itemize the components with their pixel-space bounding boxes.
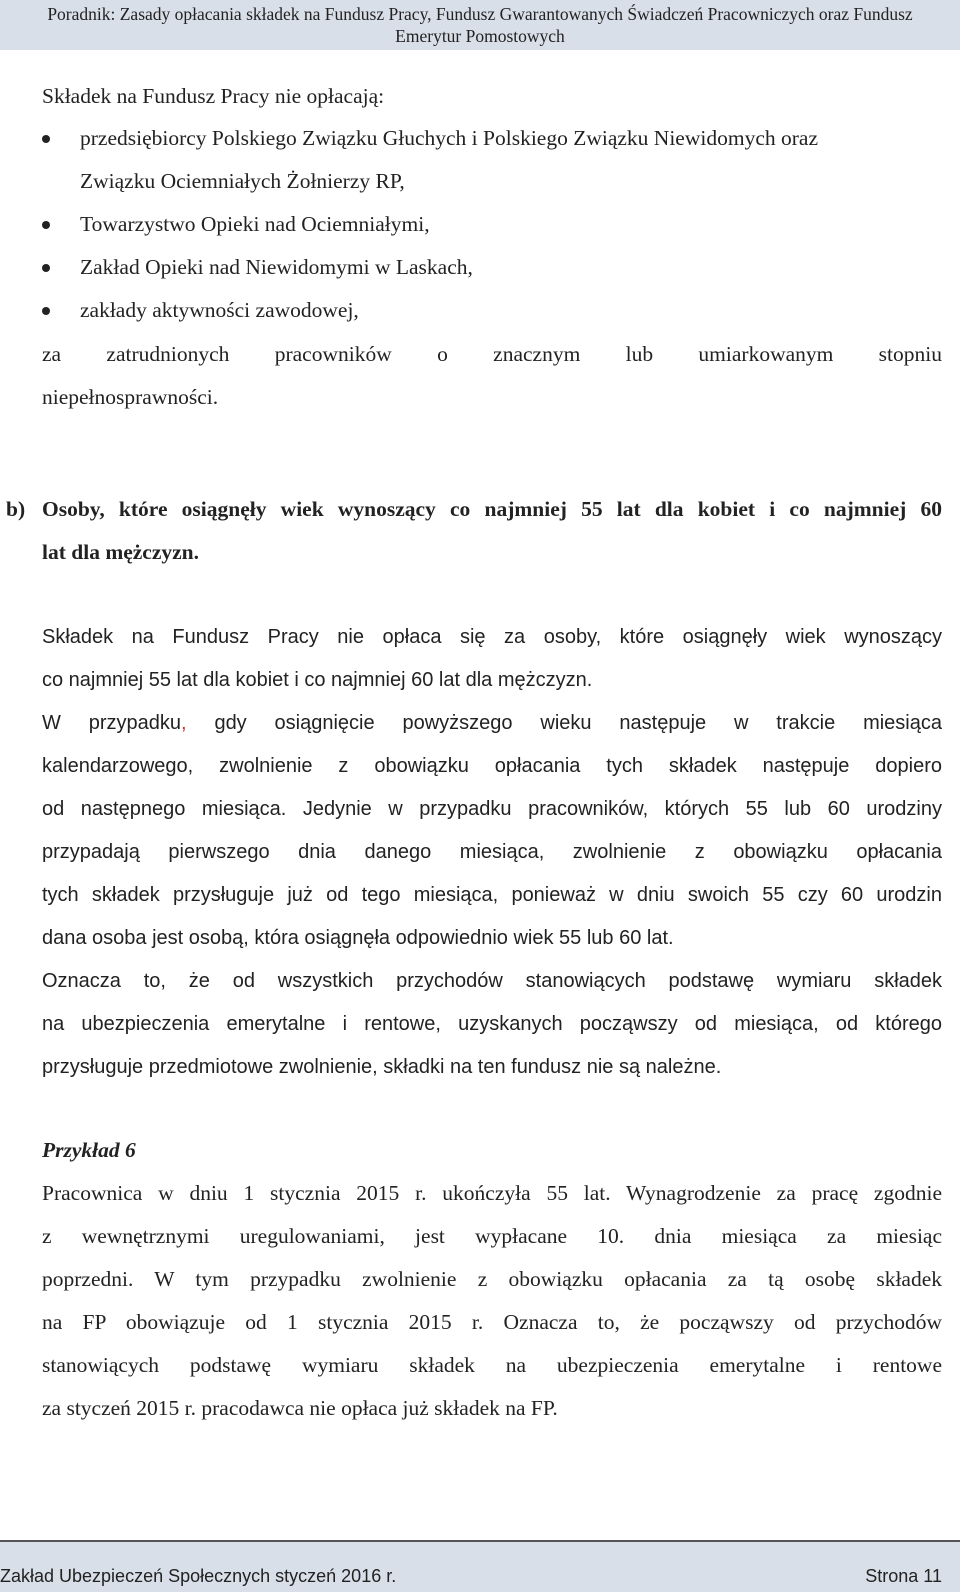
paragraph-line: od następnego miesiąca. Jedynie w przypadku pracowników, których 55 lub 60 urodziny [42, 798, 942, 820]
header-title-line2: Emerytur Pomostowych [395, 26, 565, 46]
paragraph-line: Składek na Fundusz Pracy nie opłaca się za osoby, które osiągnęły wiek wynoszący [42, 626, 942, 648]
bullet-icon [42, 307, 50, 315]
intro-text: Składek na Fundusz Pracy nie opłacają: [42, 84, 385, 108]
bullet-icon [42, 264, 50, 272]
list-item: zakłady aktywności zawodowej, [42, 289, 942, 332]
paragraph-line: kalendarzowego, zwolnienie z obowiązku opłacania tych składek następuje dopiero [42, 755, 942, 777]
body-text [42, 616, 942, 1089]
page-number: Strona 11 [865, 1566, 942, 1586]
section-a-outro: za zatrudnionych pracowników o znacznym lub umiarkowanym stopniu niepełnosprawności. [42, 342, 942, 409]
header-title-line1: Poradnik: Zasady opłacania składek na Fundusz Pracy, Fundusz Gwarantowanych Świadczeń Pracowniczych oraz Fundusz [47, 4, 913, 24]
paragraph-line: poprzedni. W tym przypadku zwolnienie z obowiązku opłacania za tą osobę składek [42, 1267, 942, 1291]
paragraph-line: przypadają pierwszego dnia danego miesiąca, zwolnienie z obowiązku opłacania [42, 841, 942, 863]
footer-publisher: Zakład Ubezpieczeń Społecznych styczeń 2016 r. [0, 1566, 397, 1586]
paragraph-line: W przypadku, gdy osiągnięcie powyższego wieku następuje w trakcie miesiąca [42, 712, 942, 734]
example-title: Przykład 6 [42, 1138, 136, 1162]
bullet-icon [42, 135, 50, 143]
paragraph-line: tych składek przysługuje już od tego miesiąca, ponieważ w dniu swoich 55 czy 60 urodzin [42, 884, 942, 906]
paragraph-line: na FP obowiązuje od 1 stycznia 2015 r. Oznacza to, że począwszy od przychodów [42, 1310, 942, 1334]
paragraph-line: stanowiących podstawę wymiaru składek na ubezpieczenia emerytalne i rentowe [42, 1353, 942, 1377]
paragraph-line: Pracownica w dniu 1 stycznia 2015 r. ukończyła 55 lat. Wynagrodzenie za pracę zgodnie [42, 1181, 942, 1205]
paragraph-line: dana osoba jest osobą, która osiągnęła odpowiednio wiek 55 lub 60 lat. [42, 927, 674, 949]
section-b-heading: Osoby, które osiągnęły wiek wynoszący co najmniej 55 lat dla kobiet i co najmniej 60 lat dla mężczyzn. [42, 497, 942, 564]
page-footer [0, 1540, 960, 1592]
list-item: Zakład Opieki nad Niewidomymi w Laskach, [42, 246, 942, 289]
exempt-entities-list [42, 117, 942, 332]
example-text [42, 1172, 942, 1430]
bullet-icon [42, 221, 50, 229]
paragraph-line: Oznacza to, że od wszystkich przychodów stanowiących podstawę wymiaru składek [42, 970, 942, 992]
paragraph-line: na ubezpieczenia emerytalne i rentowe, uzyskanych począwszy od miesiąca, od którego [42, 1013, 942, 1035]
list-item: Towarzystwo Opieki nad Ociemniałymi, [42, 203, 942, 246]
section-b-marker: b) [6, 497, 26, 521]
page-header [0, 0, 960, 50]
section-a-intro [42, 75, 942, 118]
paragraph-line: z wewnętrznymi uregulowaniami, jest wypłacane 10. dnia miesiąca za miesiąc [42, 1224, 942, 1248]
paragraph-line: przysługuje przedmiotowe zwolnienie, składki na ten fundusz nie są należne. [42, 1056, 722, 1078]
paragraph-line: co najmniej 55 lat dla kobiet i co najmniej 60 lat dla mężczyzn. [42, 669, 593, 691]
list-item: przedsiębiorcy Polskiego Związku Głuchych i Polskiego Związku Niewidomych oraz Związku Ociemniałych Żołnierzy RP, [42, 117, 942, 203]
paragraph-line: za styczeń 2015 r. pracodawca nie opłaca już składek na FP. [42, 1396, 558, 1420]
